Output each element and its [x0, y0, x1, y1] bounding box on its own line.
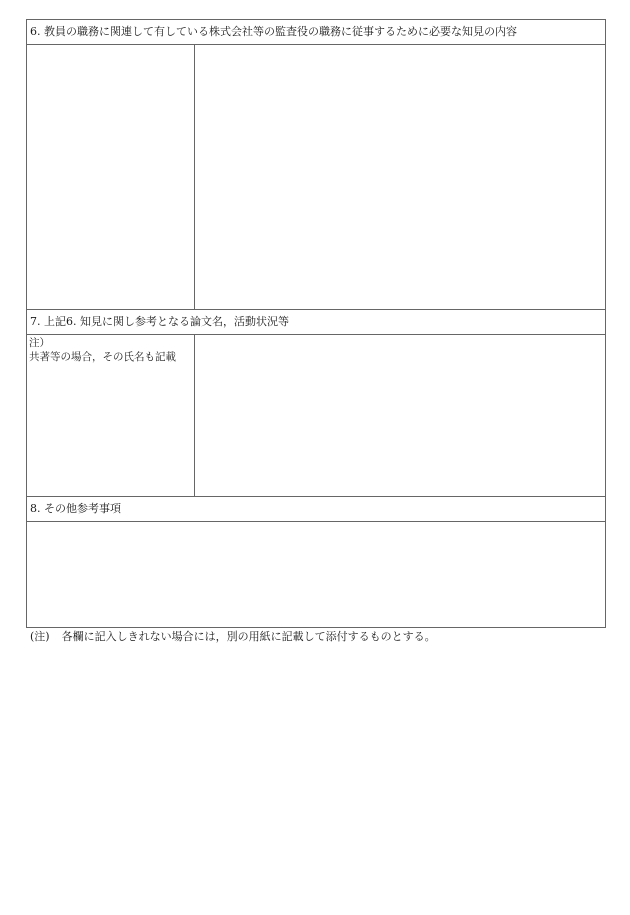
- section-7-content-cell[interactable]: [195, 335, 605, 496]
- footnote-text: 各欄に記入しきれない場合には，別の用紙に記載して添付するものとする。: [61, 630, 436, 643]
- section-7-note-text: 共著等の場合，その氏名も記載: [29, 351, 176, 363]
- section-6-heading: [27, 20, 605, 45]
- section-8-heading-text: 8. その他参考事項: [30, 502, 121, 515]
- form-table: [26, 19, 606, 628]
- section-6-label-cell[interactable]: [27, 45, 195, 309]
- section-7-heading: [27, 310, 605, 335]
- section-8-heading: [27, 497, 605, 522]
- section-6-body: [27, 45, 605, 310]
- section-7-heading-text: 7. 上記6. 知見に関し参考となる論文名，活動状況等: [30, 315, 289, 328]
- section-6-heading-text: 6. 教員の職務に関連して有している株式会社等の監査役の職務に従事するために必要な知見の内容: [30, 25, 517, 38]
- footnote: [30, 630, 436, 644]
- section-7-body: [27, 335, 605, 497]
- section-6-content-cell[interactable]: [195, 45, 605, 309]
- section-8-content-cell[interactable]: [27, 522, 605, 628]
- footnote-marker: (注): [30, 630, 50, 643]
- section-7-note-title: 注）: [29, 337, 50, 349]
- section-7-note-cell: [27, 335, 195, 496]
